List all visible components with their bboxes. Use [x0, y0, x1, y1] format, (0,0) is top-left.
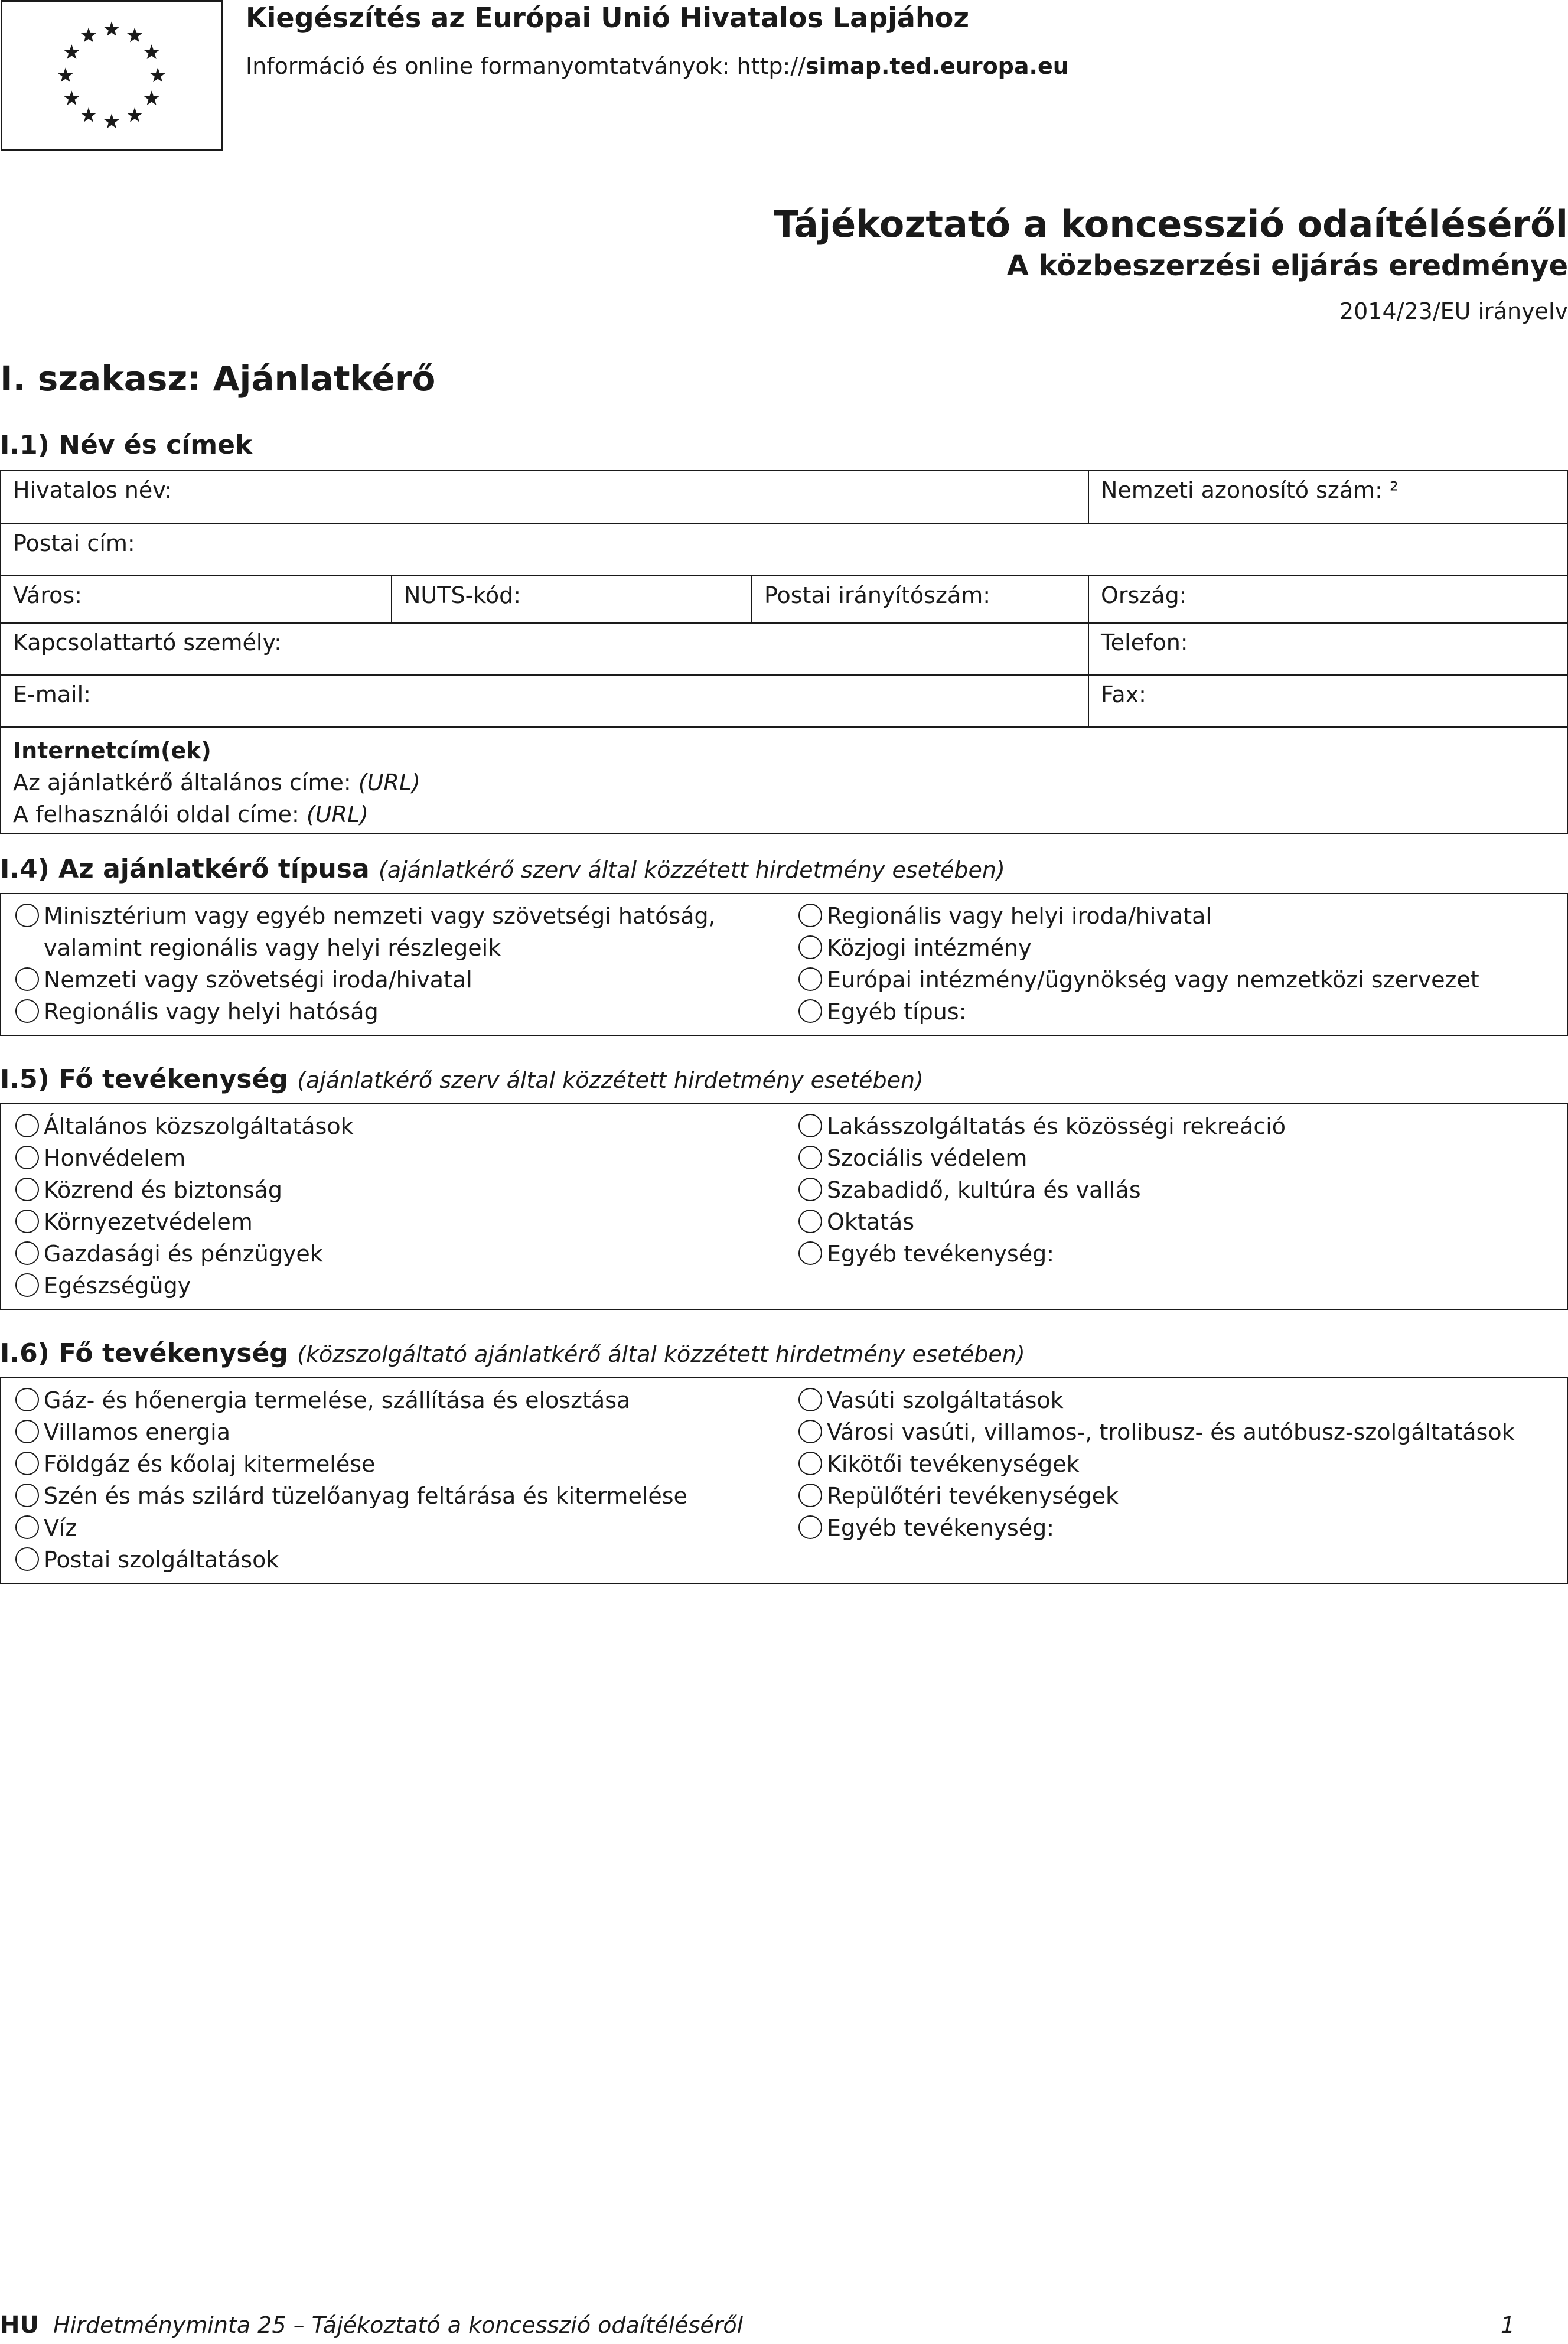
radio-public-law-body[interactable]: Közjogi intézmény: [784, 932, 1032, 964]
radio-coal-extraction[interactable]: Szén és más szilárd tüzelőanyag feltárása és kitermelése: [1, 1480, 687, 1512]
eu-stars-icon: [2, 2, 221, 149]
radio-circle-icon[interactable]: [798, 1515, 822, 1539]
radio-health[interactable]: Egészségügy: [1, 1270, 191, 1302]
star-icon: [58, 67, 73, 82]
postal-address-field[interactable]: Postai cím:: [1, 523, 1567, 575]
radio-circle-icon[interactable]: [798, 935, 822, 959]
main-address-field[interactable]: Az ajánlatkérő általános címe: (URL): [13, 770, 420, 796]
radio-circle-icon[interactable]: [798, 1114, 822, 1137]
heading-authority-type: I.4) Az ajánlatkérő típusa (ajánlatkérő szerv által közzétett hirdetmény esetében): [0, 854, 1005, 884]
radio-circle-icon[interactable]: [15, 1388, 39, 1411]
star-icon: [64, 90, 79, 105]
radio-electricity[interactable]: Villamos energia: [1, 1416, 230, 1448]
supplement-title: Kiegészítés az Európai Unió Hivatalos Lapjához: [246, 2, 970, 34]
radio-circle-icon[interactable]: [15, 1146, 39, 1169]
contact-person-field[interactable]: Kapcsolattartó személy:: [1, 622, 1088, 674]
eu-flag-logo: [1, 0, 223, 151]
nuts-field[interactable]: NUTS-kód:: [391, 575, 751, 622]
radio-eu-institution[interactable]: Európai intézmény/ügynökség vagy nemzetközi szervezet: [784, 964, 1479, 996]
radio-circle-icon[interactable]: [15, 904, 39, 927]
radio-airport-activities[interactable]: Repülőtéri tevékenységek: [784, 1480, 1119, 1512]
info-prefix: Információ és online formanyomtatványok: http://: [246, 53, 806, 79]
page-number: 1: [1500, 2312, 1515, 2338]
star-icon: [144, 44, 159, 59]
radio-circle-icon[interactable]: [798, 1420, 822, 1443]
radio-national-agency[interactable]: Nemzeti vagy szövetségi iroda/hivatal: [1, 964, 472, 996]
radio-circle-icon[interactable]: [15, 1114, 39, 1137]
internet-addresses-block: [1, 726, 1567, 833]
official-name-field[interactable]: Hivatalos név:: [13, 477, 172, 503]
radio-social-protection[interactable]: Szociális védelem: [784, 1142, 1027, 1174]
page-title: Tájékoztató a koncesszió odaítéléséről: [773, 203, 1568, 246]
star-icon: [81, 28, 96, 43]
supplement-info: [246, 48, 1069, 84]
radio-urban-transport[interactable]: Városi vasúti, villamos-, trolibusz- és autóbusz-szolgáltatások: [784, 1416, 1515, 1448]
national-id-field[interactable]: Nemzeti azonosító szám: ²: [1088, 471, 1567, 523]
radio-circle-icon[interactable]: [15, 1515, 39, 1539]
radio-circle-icon[interactable]: [15, 1484, 39, 1507]
heading-names-addresses: I.1) Név és címek: [0, 430, 253, 460]
radio-housing[interactable]: Lakásszolgáltatás és közösségi rekreáció: [784, 1110, 1286, 1142]
radio-regional-authority[interactable]: Regionális vagy helyi hatóság: [1, 996, 379, 1028]
radio-circle-icon[interactable]: [15, 1420, 39, 1443]
radio-circle-icon[interactable]: [798, 1178, 822, 1201]
star-icon: [81, 107, 96, 122]
info-link[interactable]: simap.ted.europa.eu: [805, 53, 1069, 79]
radio-circle-icon[interactable]: [15, 1178, 39, 1201]
radio-railway-services[interactable]: Vasúti szolgáltatások: [784, 1384, 1064, 1416]
country-field[interactable]: Ország:: [1088, 575, 1567, 622]
radio-education[interactable]: Oktatás: [784, 1206, 914, 1238]
radio-circle-icon[interactable]: [15, 1273, 39, 1297]
radio-circle-icon[interactable]: [798, 1241, 822, 1265]
radio-circle-icon[interactable]: [798, 1388, 822, 1411]
postal-code-field[interactable]: Postai irányítószám:: [751, 575, 1088, 622]
address-table: [0, 470, 1568, 834]
radio-other-activity[interactable]: Egyéb tevékenység:: [784, 1238, 1054, 1270]
radio-other-type[interactable]: Egyéb típus:: [784, 996, 966, 1028]
star-icon: [127, 107, 142, 122]
main-activity-authority-box: [0, 1103, 1568, 1310]
radio-gas-oil-extraction[interactable]: Földgáz és kőolaj kitermelése: [1, 1448, 375, 1480]
heading-main-activity-authority: I.5) Fő tevékenység (ajánlatkérő szerv által közzétett hirdetmény esetében): [0, 1064, 924, 1094]
town-field[interactable]: Város:: [1, 575, 391, 622]
buyer-profile-field[interactable]: A felhasználói oldal címe: (URL): [13, 801, 369, 827]
radio-other-entity-activity[interactable]: Egyéb tevékenység:: [784, 1512, 1054, 1544]
authority-type-box: [0, 893, 1568, 1036]
footer-form-name: Hirdetményminta 25 – Tájékoztató a koncesszió odaítéléséről: [53, 2312, 744, 2338]
radio-circle-icon[interactable]: [798, 904, 822, 927]
email-field[interactable]: E-mail:: [1, 674, 1088, 726]
radio-circle-icon[interactable]: [798, 999, 822, 1023]
star-icon: [150, 67, 165, 82]
radio-postal-services[interactable]: Postai szolgáltatások: [1, 1544, 279, 1576]
footer-lang: HU: [0, 2312, 39, 2339]
radio-circle-icon[interactable]: [15, 967, 39, 991]
radio-public-order[interactable]: Közrend és biztonság: [1, 1174, 282, 1206]
page-subtitle: A közbeszerzési eljárás eredménye: [1006, 249, 1568, 282]
radio-recreation[interactable]: Szabadidő, kultúra és vallás: [784, 1174, 1141, 1206]
page-footer: [0, 2310, 743, 2340]
radio-circle-icon[interactable]: [798, 1210, 822, 1233]
radio-water[interactable]: Víz: [1, 1512, 77, 1544]
heading-main-activity-entity: I.6) Fő tevékenység (közszolgáltató ajánlatkérő által közzétett hirdetmény esetében): [0, 1338, 1025, 1368]
fax-field[interactable]: Fax:: [1088, 674, 1567, 726]
star-icon: [127, 28, 142, 43]
radio-circle-icon[interactable]: [15, 1452, 39, 1475]
section-title: I. szakasz: Ajánlatkérő: [0, 358, 436, 399]
directive-label: 2014/23/EU irányelv: [1339, 298, 1568, 324]
radio-circle-icon[interactable]: [15, 1241, 39, 1265]
star-icon: [64, 44, 79, 59]
radio-circle-icon[interactable]: [798, 1146, 822, 1169]
star-icon: [104, 21, 119, 36]
radio-gas-heat[interactable]: Gáz- és hőenergia termelése, szállítása és elosztása: [1, 1384, 630, 1416]
star-icon: [144, 90, 159, 105]
radio-circle-icon[interactable]: [15, 999, 39, 1023]
radio-regional-agency[interactable]: Regionális vagy helyi iroda/hivatal: [784, 900, 1212, 932]
radio-circle-icon[interactable]: [798, 1484, 822, 1507]
telephone-field[interactable]: Telefon:: [1088, 622, 1567, 674]
star-icon: [104, 113, 119, 128]
radio-circle-icon[interactable]: [798, 967, 822, 991]
internet-title: Internetcím(ek): [13, 738, 211, 764]
radio-defence[interactable]: Honvédelem: [1, 1142, 185, 1174]
radio-port-activities[interactable]: Kikötői tevékenységek: [784, 1448, 1080, 1480]
radio-environment[interactable]: Környezetvédelem: [1, 1206, 253, 1238]
radio-general-public-services[interactable]: Általános közszolgáltatások: [1, 1110, 354, 1142]
radio-economic-affairs[interactable]: Gazdasági és pénzügyek: [1, 1238, 323, 1270]
radio-ministry[interactable]: Minisztérium vagy egyéb nemzeti vagy szövetségi hatóság, valamint regionális vagy helyi részlegeik: [1, 900, 716, 964]
main-activity-entity-box: [0, 1377, 1568, 1584]
radio-circle-icon[interactable]: [798, 1452, 822, 1475]
radio-circle-icon[interactable]: [15, 1547, 39, 1571]
radio-circle-icon[interactable]: [15, 1210, 39, 1233]
